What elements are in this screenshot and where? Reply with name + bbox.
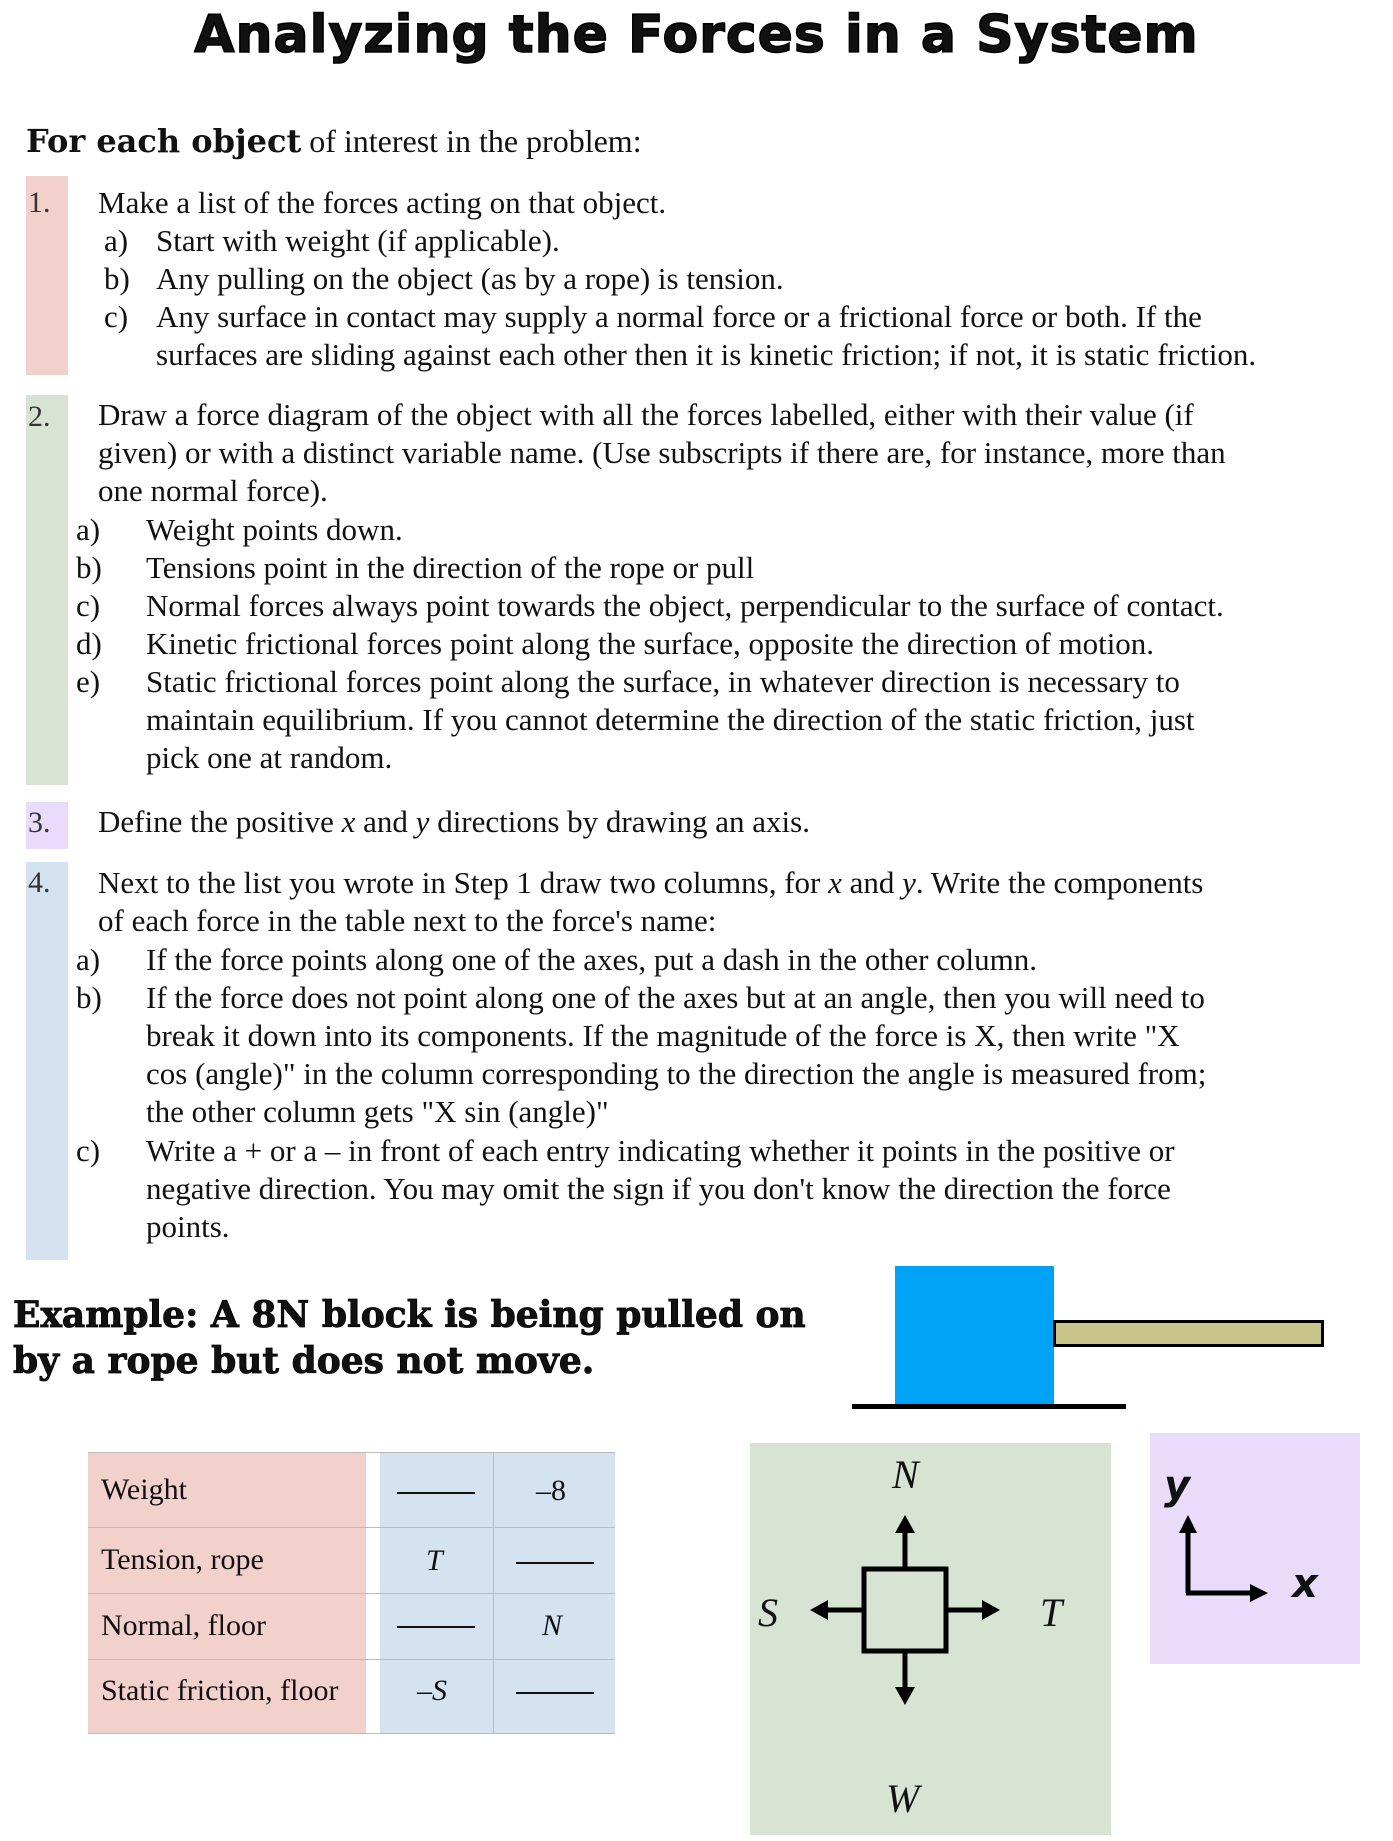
intro-rest: of interest in the problem: (301, 123, 642, 159)
step-3-and: and (355, 804, 416, 839)
free-body-box (864, 1569, 946, 1651)
arrow-left-head (810, 1600, 828, 1620)
table-rule-3 (88, 1659, 615, 1660)
step-4-sub-b-line-1: If the force does not point along one of the axes but at an angle, then you will need to (146, 980, 1205, 1015)
arrow-up-head (895, 1515, 915, 1533)
step-2-band (26, 395, 68, 785)
step-1-sub-a: Start with weight (if applicable). (156, 223, 560, 258)
table-row-name: Weight (101, 1473, 187, 1506)
step-1-text: Make a list of the forces acting on that object. (98, 185, 667, 220)
step-4-sub-b-line-2: break it down into its components. If the magnitude of the force is X, then write "X (146, 1018, 1180, 1053)
step-2-sub-c-label: c) (76, 588, 101, 623)
table-dash (397, 1626, 475, 1628)
step-4-sub-b-label: b) (76, 980, 102, 1015)
step-4-sub-a: If the force points along one of the axes, put a dash in the other column. (146, 942, 1037, 977)
step-1-sub-c-line-2: surfaces are sliding against each other then it is kinetic friction; if not, it is static friction. (156, 337, 1257, 372)
table-dash (516, 1692, 594, 1694)
step-2-sub-e-line-1: Static frictional forces point along the surface, in whatever direction is necessary to (146, 664, 1180, 699)
step-4-line-2: of each force in the table next to the force's name: (98, 903, 717, 938)
step-4-sub-c-line-1: Write a + or a – in front of each entry indicating whether it points in the positive or (146, 1133, 1175, 1168)
table-y-value: –8 (536, 1474, 566, 1507)
step-4-line-1-b: . Write the components (915, 865, 1204, 900)
axes-diagram (1150, 1433, 1360, 1664)
step-3-x: x (341, 804, 356, 839)
step-2-sub-a: Weight points down. (146, 512, 403, 547)
step-1-sub-c-label: c) (104, 299, 129, 334)
intro-text (26, 122, 642, 160)
step-2-line-2: given) or with a distinct variable name. (Use subscripts if there are, for instance, more than (98, 435, 1226, 470)
normal-force-label: N (892, 1452, 919, 1497)
force-diagram (750, 1443, 1111, 1835)
x-axis-label: x (1292, 1561, 1318, 1607)
step-2-sub-a-label: a) (76, 512, 101, 547)
step-4-sub-c-line-3: points. (146, 1209, 230, 1244)
step-2-sub-c: Normal forces always point towards the object, perpendicular to the surface of contact. (146, 588, 1224, 623)
step-2-sub-b-label: b) (76, 550, 102, 585)
step-2-sub-e-line-2: maintain equilibrium. If you cannot determine the direction of the static friction, just (146, 702, 1195, 737)
table-y-value: N (542, 1609, 563, 1642)
step-1-number: 1. (28, 186, 51, 219)
step-4-sub-b-line-3: cos (angle)" in the column corresponding to the direction the angle is measured from; (146, 1056, 1207, 1091)
step-4-x: x (828, 865, 842, 900)
example-heading (13, 1292, 806, 1384)
weight-label: W (886, 1776, 920, 1821)
step-3-text-a: Define the positive (98, 804, 342, 839)
example-line-1: Example: A 8N block is being pulled on (13, 1294, 806, 1336)
step-4-band (26, 862, 68, 1260)
rope (1053, 1320, 1324, 1347)
step-2-line-1: Draw a force diagram of the object with all the forces labelled, either with their value (if (98, 397, 1194, 432)
step-3-y: y (415, 804, 430, 839)
step-3-text (98, 803, 810, 841)
step-2-sub-e-label: e) (76, 664, 101, 699)
step-2-number: 2. (28, 400, 51, 433)
step-2-sub-d: Kinetic frictional forces point along the surface, opposite the direction of motion. (146, 626, 1155, 661)
step-4-sub-c-label: c) (76, 1133, 101, 1168)
step-4-sub-a-label: a) (76, 942, 101, 977)
table-dash (397, 1492, 475, 1494)
y-axis-arrowhead (1179, 1515, 1197, 1533)
step-3-text-b: directions by drawing an axis. (429, 804, 810, 839)
table-col-divider (493, 1452, 494, 1734)
y-axis-label: y (1164, 1463, 1191, 1509)
table-x-value: –S (417, 1674, 447, 1707)
step-2-sub-d-label: d) (76, 626, 102, 661)
table-rule-1 (88, 1527, 615, 1528)
example-line-2: by a rope but does not move. (13, 1340, 595, 1382)
step-1-sub-c-line-1: Any surface in contact may supply a normal force or a frictional force or both. If the (156, 299, 1202, 334)
table-row-name: Normal, floor (101, 1609, 266, 1642)
step-2-sub-e-line-3: pick one at random. (146, 740, 393, 775)
arrow-down-head (895, 1687, 915, 1705)
tension-label: T (1040, 1590, 1063, 1635)
floor-line (852, 1404, 1126, 1409)
step-3-number: 3. (28, 806, 51, 839)
block (895, 1266, 1054, 1406)
step-2-sub-b: Tensions point in the direction of the rope or pull (146, 550, 755, 585)
table-dash (516, 1562, 594, 1564)
friction-label: S (758, 1590, 778, 1635)
table-x-value: T (426, 1544, 443, 1577)
step-4-line-1-a: Next to the list you wrote in Step 1 draw two columns, for (98, 865, 829, 900)
step-4-number: 4. (28, 866, 51, 899)
table-rule-top (88, 1452, 615, 1453)
page-title: Analyzing the Forces in a System (194, 5, 1199, 65)
arrow-right-head (982, 1600, 1000, 1620)
table-rule-2 (88, 1593, 615, 1594)
step-4-y: y (902, 865, 916, 900)
table-row-name: Tension, rope (101, 1543, 264, 1576)
intro-bold: For each object (26, 122, 302, 160)
x-axis-arrowhead (1250, 1584, 1268, 1602)
step-4-line-1 (98, 864, 1203, 902)
step-1-sub-a-label: a) (104, 223, 129, 258)
step-2-line-3: one normal force). (98, 473, 328, 508)
table-row-name: Static friction, floor (101, 1674, 339, 1707)
table-rule-bottom (88, 1733, 615, 1734)
force-diagram-arrows (750, 1443, 1111, 1835)
step-1-sub-b-label: b) (104, 261, 130, 296)
step-4-sub-c-line-2: negative direction. You may omit the sign if you don't know the direction the force (146, 1171, 1171, 1206)
step-1-sub-b: Any pulling on the object (as by a rope) is tension. (156, 261, 784, 296)
step-4-sub-b-line-4: the other column gets "X sin (angle)" (146, 1094, 609, 1129)
step-4-and: and (841, 865, 903, 900)
